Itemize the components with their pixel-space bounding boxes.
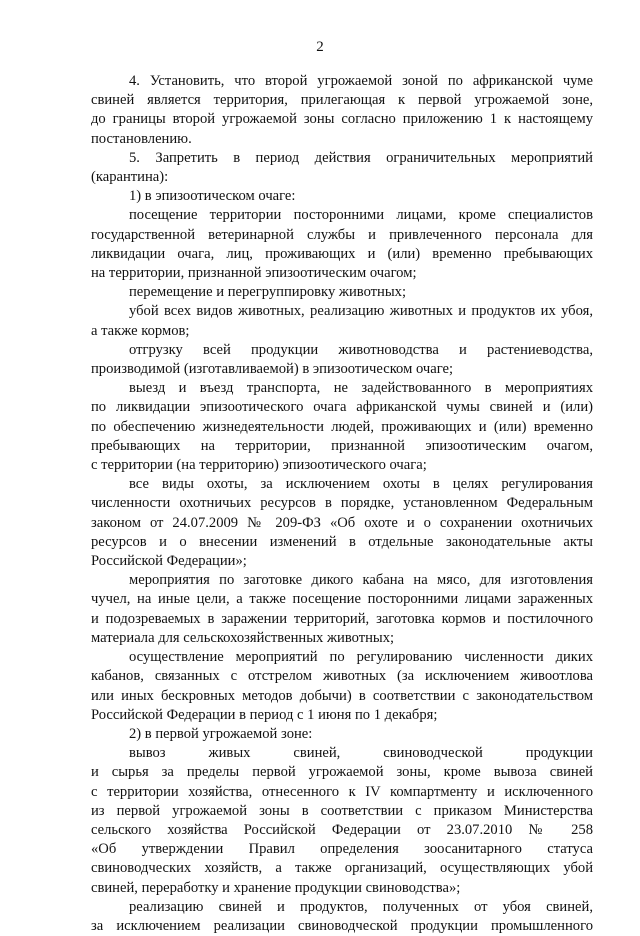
text-line: все виды охоты, за исключением охоты в целях регулирования [129, 476, 593, 493]
document-body [91, 72, 593, 936]
text-line: свиней, переработку и хранение продукции свиноводства»; [91, 879, 461, 896]
text-line: посещение территории посторонними лицами, кроме специалистов [129, 207, 593, 224]
text-line: 1) в эпизоотическом очаге: [129, 188, 296, 205]
text-line: пребывающих на территории, признанной эпизоотическим очагом, [91, 437, 593, 454]
text-line: сельского хозяйства Российской Федерации от 23.07.2010 № 258 [91, 821, 593, 838]
text-line: численности охотничьих ресурсов в порядке, установленном Федеральным [91, 495, 593, 512]
text-line: 4. Установить, что второй угрожаемой зоной по африканской чуме [129, 73, 593, 89]
text-line: ликвидации очага, лиц, проживающих и (или) временно пребывающих [91, 245, 593, 262]
text-line: ресурсов и о внесении изменений в отдельные законодательные акты [91, 533, 593, 550]
text-line: Российской Федерации в период с 1 июня по 1 декабря; [91, 706, 438, 723]
text-line: Российской Федерации»; [91, 553, 247, 570]
text-line: с территории хозяйства, отнесенного к IV компартменту и исключенного [91, 783, 593, 800]
text-line: за исключением реализации свиноводческой продукции промышленного [91, 917, 593, 934]
text-line: постановлению. [91, 130, 192, 147]
page-number: 2 [316, 39, 324, 55]
text-line: а также кормов; [91, 322, 190, 339]
text-line: «Об утверждении Правил определения зоосанитарного статуса [91, 841, 593, 858]
text-line: свиноводческих хозяйств, а также организаций, осуществляющих убой [91, 860, 593, 877]
text-line: производимой (изготавливаемой) в эпизоотическом очаге; [91, 361, 454, 378]
text-line: на территории, признанной эпизоотическим очагом; [91, 265, 417, 282]
text-line: осуществление мероприятий по регулированию численности диких [129, 649, 593, 666]
text-line: государственной ветеринарной службы и привлеченного персонала для [91, 226, 593, 243]
text-line: и сырья за пределы первой угрожаемой зоны, кроме вывоза свиней [91, 764, 593, 781]
text-line: выезд и въезд транспорта, не задействованного в мероприятиях [129, 380, 593, 397]
text-line: и подозреваемых в заражении территорий, заготовка кормов и постилочного [91, 610, 593, 627]
text-line: материала для сельскохозяйственных животных; [91, 629, 395, 646]
text-line: с территории (на территорию) эпизоотического очага; [91, 457, 427, 474]
text-line: из первой угрожаемой зоны в соответствии с приказом Министерства [91, 802, 593, 819]
text-line: или иных бескровных методов добычи) в соответствии с законодательством [91, 687, 593, 704]
text-line: вывоз живых свиней, свиноводческой продукции [129, 745, 593, 762]
text-line: отгрузку всей продукции животноводства и растениеводства, [129, 341, 593, 358]
text-line: чучел, на иные цели, а также посещение посторонними лицами зараженных [91, 591, 593, 608]
text-line: по обеспечению жизнедеятельности людей, проживающих и (или) временно [91, 418, 593, 435]
text-line: 2) в первой угрожаемой зоне: [129, 725, 313, 742]
text-line: реализацию свиней и продуктов, полученных от убоя свиней, [129, 898, 593, 915]
text-line: убой всех видов животных, реализацию животных и продуктов их убоя, [129, 303, 593, 320]
text-line: законом от 24.07.2009 № 209-ФЗ «Об охоте и о сохранении охотничьих [91, 514, 593, 531]
text-line: по ликвидации эпизоотического очага африканской чумы свиней и (или) [91, 399, 593, 416]
text-line: кабанов, связанных с отстрелом животных (за исключением живоотлова [91, 668, 593, 685]
text-line: свиней является территория, прилегающая к первой угрожаемой зоне, [91, 92, 593, 109]
text-line: (карантина): [91, 169, 169, 186]
text-line: до границы второй угрожаемой зоны согласно приложению 1 к настоящему [91, 111, 593, 128]
text-line: 5. Запретить в период действия ограничительных мероприятий [129, 149, 593, 166]
text-line: мероприятия по заготовке дикого кабана на мясо, для изготовления [129, 572, 593, 589]
text-line: перемещение и перегруппировку животных; [129, 284, 407, 301]
